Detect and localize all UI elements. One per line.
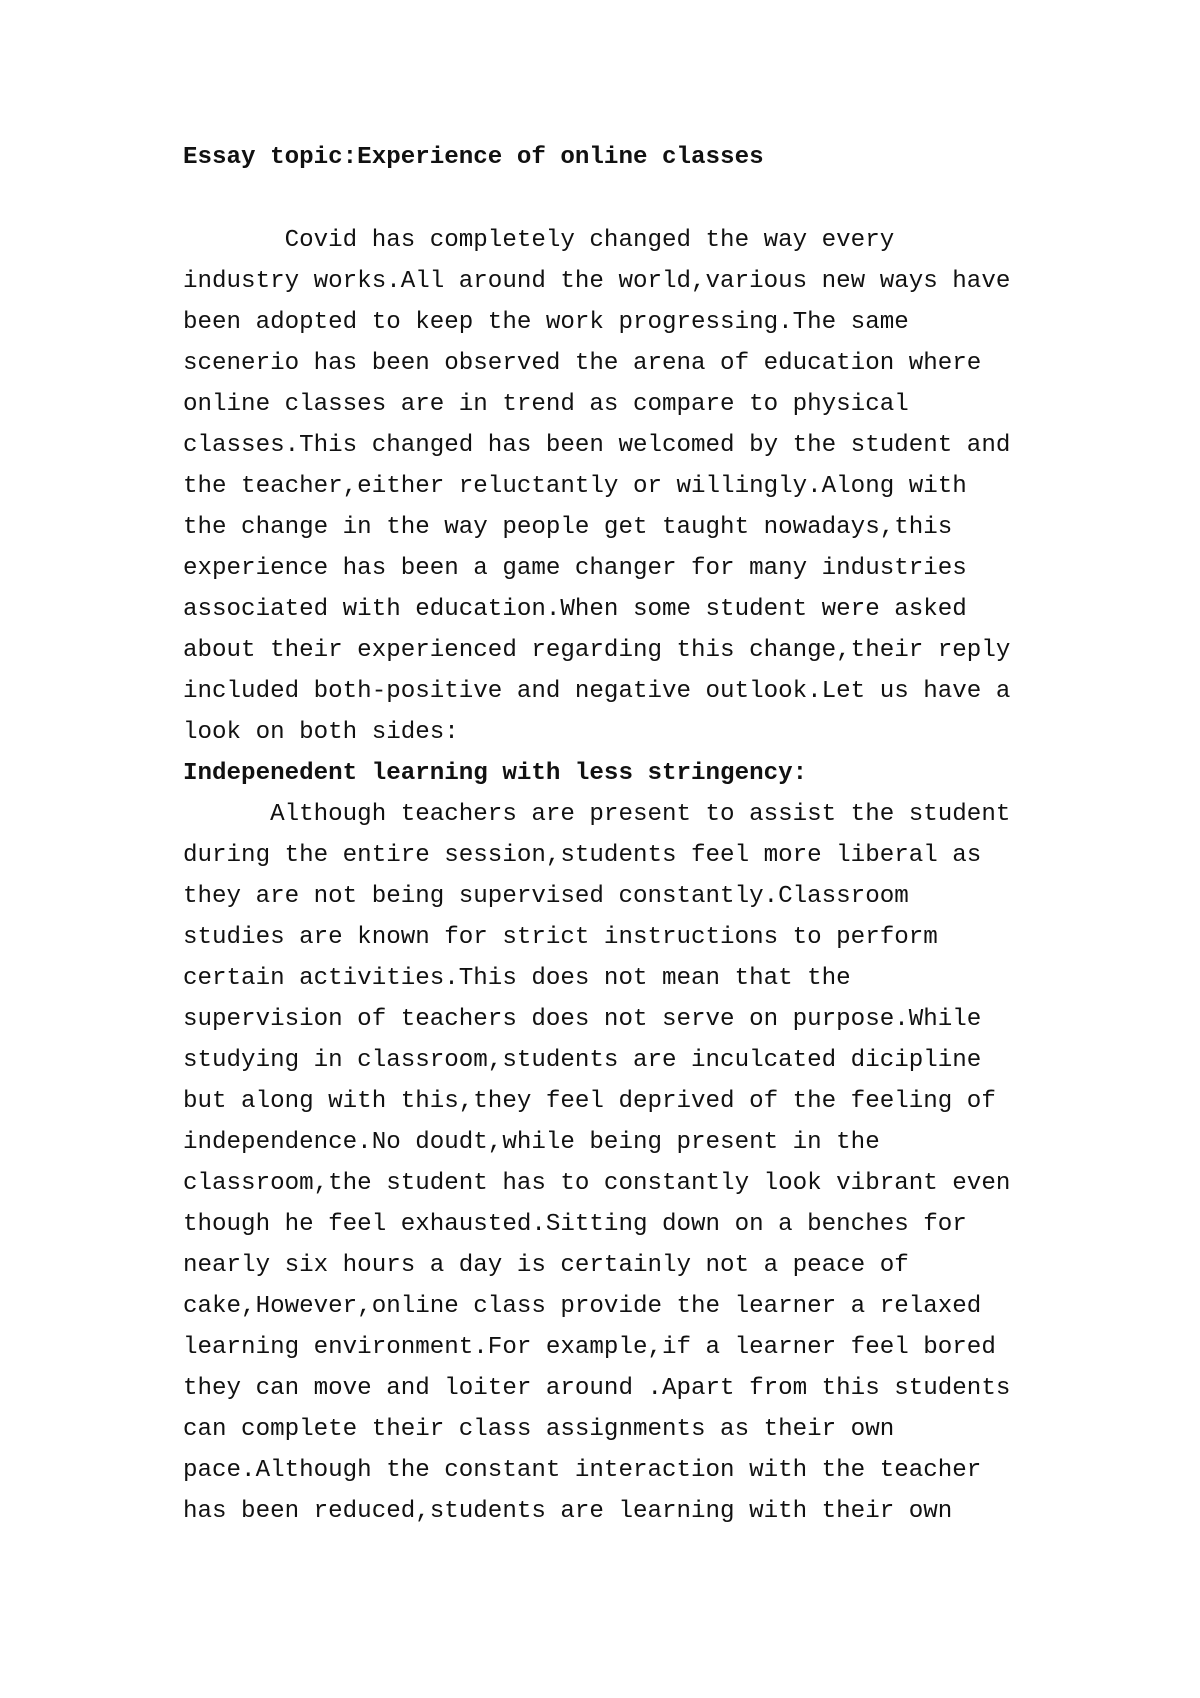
text-line: associated with education.When some student were asked [183,596,967,623]
text-line: online classes are in trend as compare to physical [183,391,909,418]
text-line: scenerio has been observed the arena of education where [183,350,982,377]
text-line: but along with this,they feel deprived of the feeling of [183,1088,996,1115]
text-line: certain activities.This does not mean that the [183,965,851,992]
text-line: though he feel exhausted.Sitting down on a benches for [183,1211,967,1238]
text-line: during the entire session,students feel more liberal as [183,842,982,869]
text-line: they can move and loiter around .Apart from this students [183,1375,1011,1402]
text-line: studying in classroom,students are inculcated dicipline [183,1047,982,1074]
text-line: supervision of teachers does not serve on purpose.While [183,1006,982,1033]
text-line: look on both sides: [183,719,459,746]
text-line: experience has been a game changer for many industries [183,555,967,582]
text-line: Covid has completely changed the way every [183,227,895,254]
text-line: they are not being supervised constantly.Classroom [183,883,909,910]
text-line: nearly six hours a day is certainly not a peace of [183,1252,909,1279]
text-line: cake,However,online class provide the learner a relaxed [183,1293,982,1320]
essay-title: Essay topic:Experience of online classes [183,144,764,171]
text-line: studies are known for strict instructions to perform [183,924,938,951]
text-line: the teacher,either reluctantly or willingly.Along with [183,473,967,500]
text-line: about their experienced regarding this change,their reply [183,637,1011,664]
text-line: been adopted to keep the work progressing.The same [183,309,909,336]
text-line: independence.No doudt,while being present in the [183,1129,880,1156]
text-line: industry works.All around the world,various new ways have [183,268,1011,295]
section-heading: Indepenedent learning with less stringency: [183,760,808,787]
text-line: included both-positive and negative outlook.Let us have a [183,678,1011,705]
text-line: classroom,the student has to constantly look vibrant even [183,1170,1011,1197]
text-line: classes.This changed has been welcomed by the student and [183,432,1011,459]
text-line: can complete their class assignments as their own [183,1416,895,1443]
text-line: learning environment.For example,if a learner feel bored [183,1334,996,1361]
text-line: pace.Although the constant interaction with the teacher [183,1457,982,1484]
text-line: Although teachers are present to assist the student [183,801,1011,828]
text-line: has been reduced,students are learning with their own [183,1498,953,1525]
text-line: the change in the way people get taught nowadays,this [183,514,953,541]
